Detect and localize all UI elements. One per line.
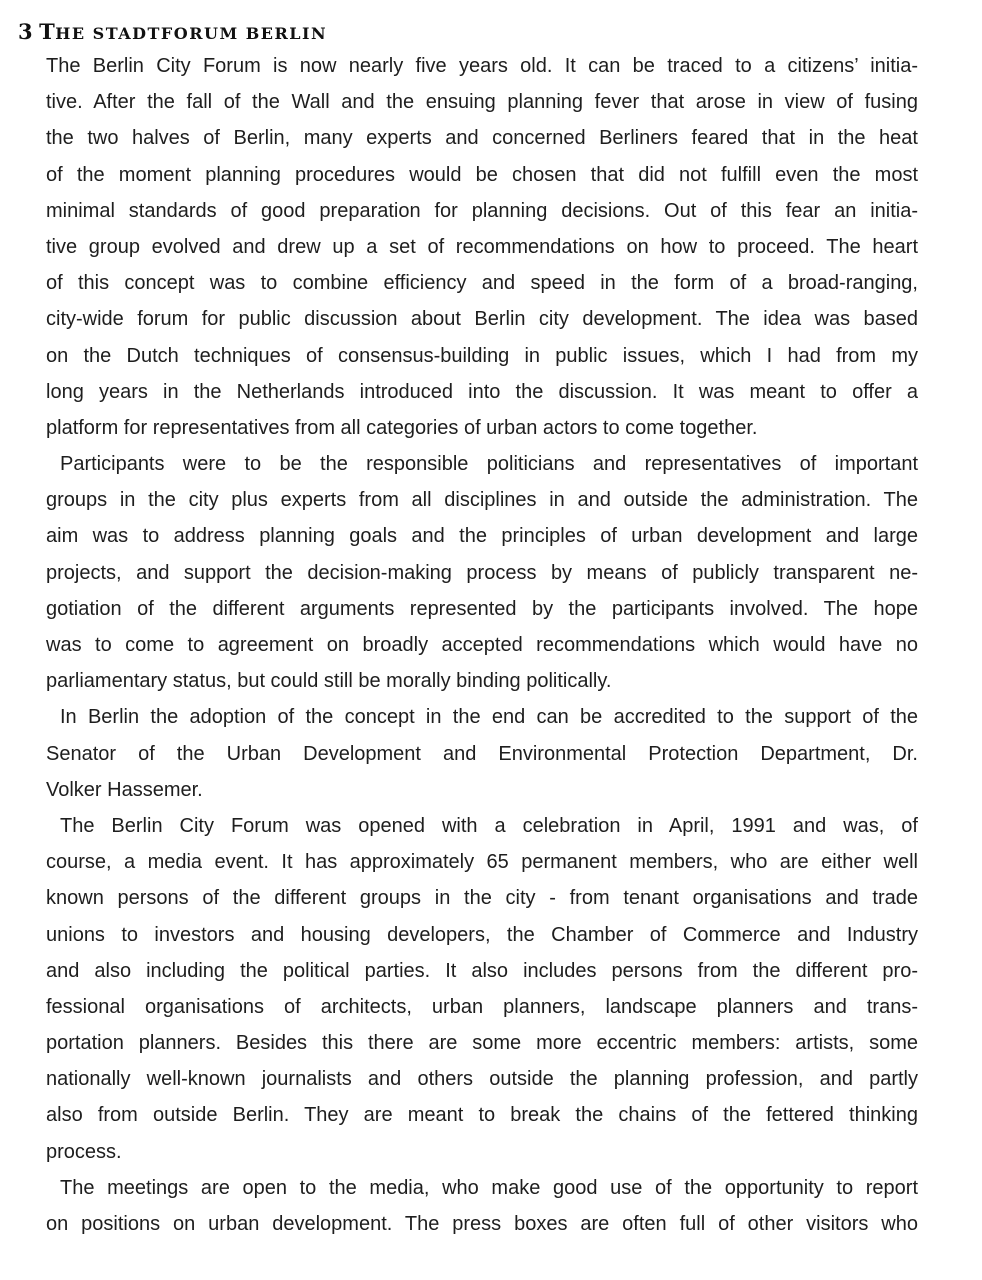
- text-line: groups in the city plus experts from all disciplines in and outside the administration. The: [46, 489, 918, 512]
- text-line: platform for representatives from all categories of urban actors to come together.: [46, 416, 758, 439]
- text-line: course, a media event. It has approximately 65 permanent members, who are either well: [46, 851, 918, 874]
- paragraph-3: [46, 699, 918, 808]
- text-line: The meetings are open to the media, who make good use of the opportunity to report: [60, 1176, 918, 1199]
- text-line: The Berlin City Forum is now nearly five years old. It can be traced to a citizens’ initia-: [46, 55, 918, 77]
- section-heading: [18, 18, 327, 48]
- paragraph-4: [46, 808, 918, 1170]
- paragraph-5: [46, 1170, 918, 1242]
- text-line: minimal standards of good preparation for planning decisions. Out of this fear an initia-: [46, 199, 918, 222]
- section-number: 3: [18, 19, 34, 44]
- text-line: and also including the political parties. It also includes persons from the different pro-: [46, 959, 918, 982]
- section-title-rest: HE STADTFORUM BERLIN: [55, 24, 328, 43]
- text-line: tive. After the fall of the Wall and the ensuing planning fever that arose in view of fusing: [46, 91, 918, 114]
- paragraph-2: [46, 446, 918, 699]
- text-line: unions to investors and housing developers, the Chamber of Commerce and Industry: [46, 923, 918, 946]
- text-line: fessional organisations of architects, urban planners, landscape planners and trans-: [46, 995, 918, 1018]
- text-line: nationally well-known journalists and others outside the planning profession, and partly: [46, 1068, 918, 1091]
- text-line: parliamentary status, but could still be morally binding politically.: [46, 670, 612, 693]
- text-line: In Berlin the adoption of the concept in the end can be accredited to the support of the: [60, 706, 918, 729]
- text-line: The Berlin City Forum was opened with a celebration in April, 1991 and was, of: [60, 814, 918, 837]
- text-line: of this concept was to combine efficiency and speed in the form of a broad-ranging,: [46, 272, 918, 295]
- text-line: the two halves of Berlin, many experts and concerned Berliners feared that in the heat: [46, 127, 918, 150]
- text-line: known persons of the different groups in the city - from tenant organisations and trade: [46, 887, 918, 910]
- text-line: Volker Hassemer.: [46, 778, 203, 801]
- text-line: projects, and support the decision-making process by means of publicly transparent ne-: [46, 561, 918, 584]
- text-line: on the Dutch techniques of consensus-building in public issues, which I had from my: [46, 344, 918, 367]
- text-line: on positions on urban development. The press boxes are often full of other visitors who: [46, 1213, 918, 1235]
- section-title-lead: T: [39, 19, 56, 44]
- text-line: long years in the Netherlands introduced into the discussion. It was meant to offer a: [46, 380, 918, 403]
- text-line: aim was to address planning goals and the principles of urban development and large: [46, 525, 918, 548]
- text-line: city-wide forum for public discussion about Berlin city development. The idea was based: [46, 308, 918, 331]
- text-line: also from outside Berlin. They are meant to break the chains of the fettered thinking: [46, 1104, 918, 1127]
- text-line: Senator of the Urban Development and Environmental Protection Department, Dr.: [46, 742, 918, 765]
- body-text: [46, 48, 918, 1242]
- paragraph-1: [46, 48, 918, 446]
- text-line: tive group evolved and drew up a set of recommendations on how to proceed. The heart: [46, 235, 918, 258]
- text-line: gotiation of the different arguments represented by the participants involved. The hope: [46, 597, 918, 620]
- text-line: process.: [46, 1140, 122, 1163]
- text-line: was to come to agreement on broadly accepted recommendations which would have no: [46, 634, 918, 656]
- text-line: Participants were to be the responsible politicians and representatives of important: [60, 453, 918, 476]
- text-line: of the moment planning procedures would be chosen that did not fulfill even the most: [46, 163, 918, 186]
- text-line: portation planners. Besides this there are some more eccentric members: artists, some: [46, 1032, 918, 1055]
